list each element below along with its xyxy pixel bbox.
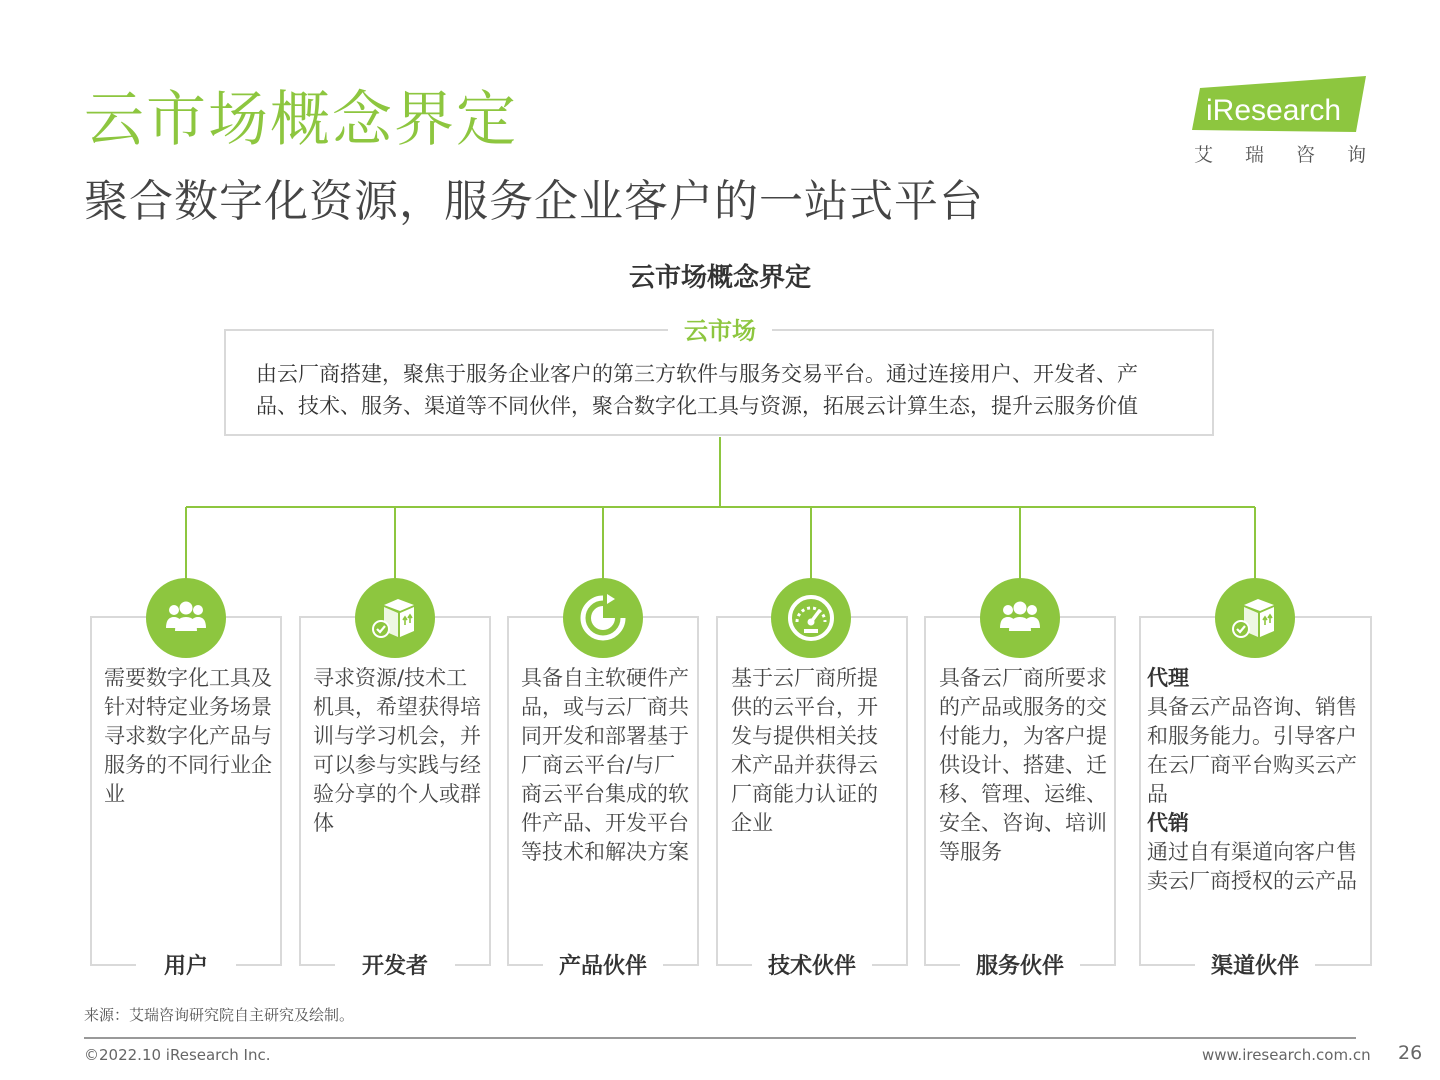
desc-line: 具备云产品咨询、销售 [1147,695,1357,719]
desc-line: 同开发和部署基于 [521,724,689,748]
box-check-icon [1215,578,1295,658]
role-desc-user [104,664,276,809]
desc-line: 等技术和解决方案 [521,840,689,864]
desc-line: 等服务 [939,840,1002,864]
desc-line: 商云平台集成的软 [521,782,689,806]
box-check-icon [355,578,435,658]
diagram-title: 云市场概念界定 [628,263,811,293]
market-desc-line: 由云厂商搭建，聚焦于服务企业客户的第三方软件与服务交易平台。通过连接用户、开发者、产 [256,362,1138,386]
desc-line: 付能力，为客户提 [939,724,1107,748]
desc-line: 寻求数字化产品与 [104,724,272,748]
desc-line: 针对特定业务场景 [104,695,272,719]
role-name-user: 用户 [136,951,236,983]
users-icon [980,578,1060,658]
desc-line: 基于云厂商所提 [731,666,878,690]
desc-line: 在云厂商平台购买云产 [1147,753,1357,777]
role-name-product-partner: 产品伙伴 [543,951,663,983]
role-name-developer: 开发者 [335,951,455,983]
role-desc-developer [313,664,485,838]
page-subtitle: 聚合数字化资源，服务企业客户的一站式平台 [84,176,984,227]
gauge-icon [771,578,851,658]
logo-char: 艾 [1194,144,1214,166]
role-desc-product-partner [521,664,693,867]
role-desc-service-partner [939,664,1111,867]
desc-line: 厂商能力认证的 [731,782,878,806]
source-note: 来源：艾瑞咨询研究院自主研究及绘制。 [84,1006,355,1024]
logo-brand-text: iResearch [1206,94,1342,127]
users-icon [146,578,226,658]
desc-line: 件产品、开发平台 [521,811,689,835]
desc-line: 的产品或服务的交 [939,695,1107,719]
role-desc-channel-partner [1147,664,1367,896]
desc-line: 移、管理、运维、 [939,782,1107,806]
desc-line: 体 [313,811,334,835]
page-title: 云市场概念界定 [84,85,518,155]
desc-line: 业 [104,782,125,806]
role-name-service-partner: 服务伙伴 [960,951,1080,983]
desc-line: 服务的不同行业企 [104,753,272,777]
desc-line: 卖云厂商授权的云产品 [1147,869,1357,893]
desc-line: 训与学习机会，并 [313,724,481,748]
page-number: 26 [1398,1042,1423,1064]
desc-line: 需要数字化工具及 [104,666,272,690]
cloud-market-description [256,358,1196,422]
desc-line: 机具，希望获得培 [313,695,481,719]
logo-char: 瑞 [1244,144,1264,166]
desc-line: 厂商云平台/与厂 [521,753,676,777]
desc-line: 验分享的个人或群 [313,782,481,806]
role-desc-tech-partner [731,664,903,838]
desc-line: 和服务能力。引导客户 [1147,724,1357,748]
section-heading: 代理 [1147,666,1189,690]
role-name-tech-partner: 技术伙伴 [752,951,872,983]
market-desc-line: 品、技术、服务、渠道等不同伙伴，聚合数字化工具与资源，拓展云计算生态，提升云服务价值 [256,394,1138,418]
section-heading: 代销 [1147,811,1189,835]
copyright: ©2022.10 iResearch Inc. [84,1046,271,1064]
desc-line: 品 [1147,782,1168,806]
cloud-market-label: 云市场 [668,314,772,348]
desc-line: 寻求资源/技术工 [313,666,468,690]
logo-char: 询 [1346,144,1366,166]
desc-line: 供设计、搭建、迁 [939,753,1107,777]
desc-line: 企业 [731,811,773,835]
desc-line: 具备云厂商所要求 [939,666,1107,690]
desc-line: 品，或与云厂商共 [521,695,689,719]
desc-line: 可以参与实践与经 [313,753,481,777]
website-link[interactable]: www.iresearch.com.cn [1202,1046,1371,1064]
desc-line: 具备自主软硬件产 [521,666,689,690]
footer-divider [84,1037,1356,1039]
desc-line: 术产品并获得云 [731,753,878,777]
refresh-cycle-icon [563,578,643,658]
role-name-channel-partner: 渠道伙伴 [1195,951,1315,983]
desc-line: 安全、咨询、培训 [939,811,1107,835]
desc-line: 发与提供相关技 [731,724,878,748]
desc-line: 通过自有渠道向客户售 [1147,840,1357,864]
logo-char: 咨 [1295,144,1315,166]
desc-line: 供的云平台，开 [731,695,878,719]
